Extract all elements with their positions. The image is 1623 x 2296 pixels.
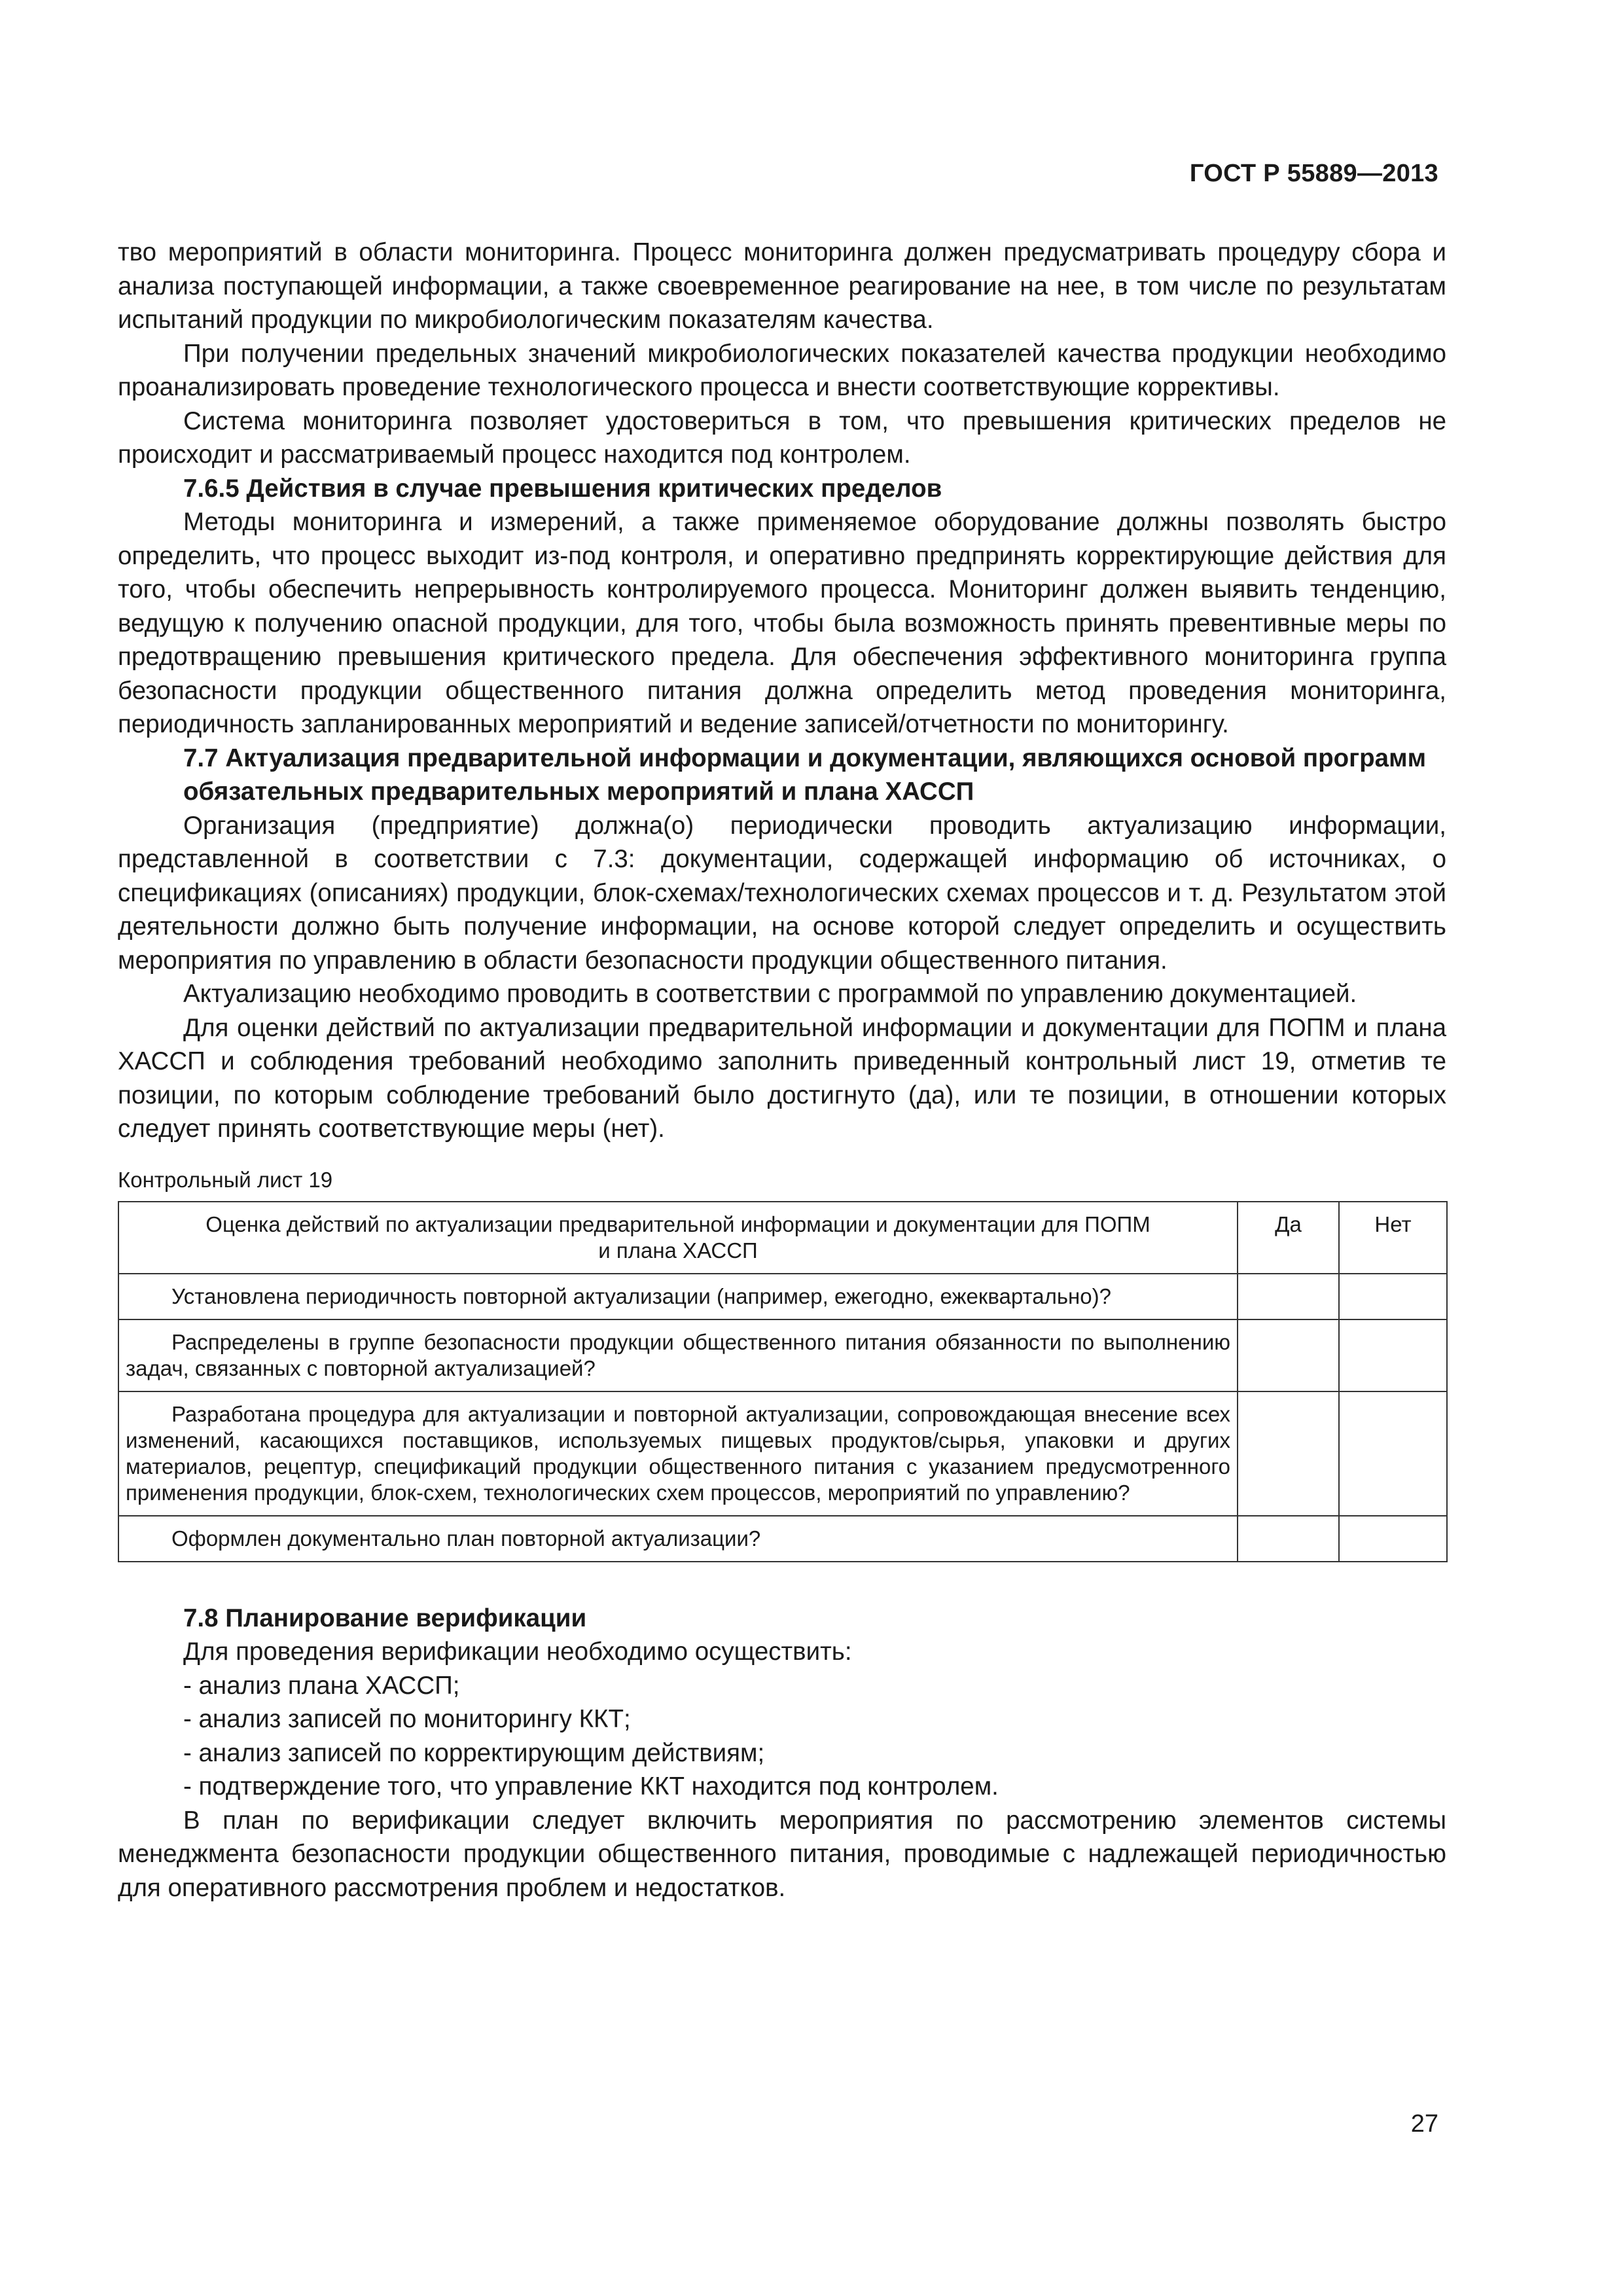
answer-no-cell[interactable]	[1339, 1319, 1447, 1391]
table-row	[118, 1319, 1447, 1391]
checklist-caption: Контрольный лист 19	[118, 1167, 333, 1192]
checklist-question: Распределены в группе безопасности продукции общественного питания обязанности по выполнению задач, связанных с повторной актуализацией?	[118, 1319, 1238, 1391]
list-intro: Для проведения верификации необходимо осуществить:	[183, 1638, 852, 1666]
answer-yes-cell[interactable]	[1238, 1274, 1339, 1319]
section-heading-7-8: 7.8 Планирование верификации	[183, 1604, 587, 1632]
answer-yes-cell[interactable]	[1238, 1319, 1339, 1391]
page-content	[118, 236, 1446, 1905]
list-item: - анализ записей по корректирующим действиям;	[183, 1738, 765, 1767]
answer-yes-cell[interactable]	[1238, 1516, 1339, 1562]
paragraph: Для оценки действий по актуализации предварительной информации и документации для ПОПМ и плана ХАССП и соблюдения требований необходимо заполнить приведенный контрольный лист 19, отметив те позиции, по которым соблюдение требований было достигнуто (да), или те позиции, в отношении которых следует принять соответствующие меры (нет).	[118, 1013, 1446, 1143]
answer-no-cell[interactable]	[1339, 1391, 1447, 1516]
checklist-question: Установлена периодичность повторной актуализации (например, ежегодно, ежеквартально)?	[118, 1274, 1238, 1319]
page-number: 27	[1410, 2110, 1438, 2138]
verification-list	[118, 1635, 1446, 1804]
paragraph: Система мониторинга позволяет удостовериться в том, что превышения критических пределов не происходит и рассматриваемый процесс находится под контролем.	[118, 406, 1446, 469]
paragraph: Методы мониторинга и измерений, а также применяемое оборудование должны позволять быстро определить, что процесс выходит из-под контроля, и оперативно предпринять корректирующие действия для того, чтобы обеспечить непрерывность контролируемого процесса. Мониторинг должен выявить тенденцию, ведущую к получению опасной продукции, для того, чтобы была возможность принять превентивные меры по предотвращению превышения критического предела. Для обеспечения эффективного мониторинга группа безопасности продукции общественного питания должна определить метод проведения мониторинга, периодичность запланированных мероприятий и ведение записей/отчетности по мониторингу.	[118, 508, 1446, 738]
checklist-question: Разработана процедура для актуализации и повторной актуализации, сопровождающая внесение всех изменений, касающихся поставщиков, используемых пищевых продуктов/сырья, упаковки и других материалов, рецептур, спецификаций продукции общественного питания с указанием предусмотренного применения продукции, блок-схем, технологических схем процессов, мероприятий по управлению?	[118, 1391, 1238, 1516]
paragraph: тво мероприятий в области мониторинга. Процесс мониторинга должен предусматривать процедуру сбора и анализа поступающей информации, а также своевременное реагирование на нее, в том числе по результатам испытаний продукции по микробиологическим показателям качества.	[118, 238, 1446, 334]
section-heading-7-6-5: 7.6.5 Действия в случае превышения критических пределов	[183, 474, 942, 503]
paragraph: Актуализацию необходимо проводить в соответствии с программой по управлению документацией.	[183, 980, 1357, 1008]
column-header-yes: Да	[1238, 1202, 1339, 1274]
column-header-question: Оценка действий по актуализации предварительной информации и документации для ПОПМ и плана ХАССП	[118, 1202, 1238, 1274]
checklist-question: Оформлен документально план повторной актуализации?	[118, 1516, 1238, 1562]
paragraph: При получении предельных значений микробиологических показателей качества продукции необходимо проанализировать проведение технологического процесса и внести соответствующие коррективы.	[118, 339, 1446, 401]
paragraph: Организация (предприятие) должна(о) периодически проводить актуализацию информации, представленной в соответствии с 7.3: документации, содержащей информацию об источниках, о спецификациях (описаниях) продукции, блок-схемах/технологических схемах процессов и т. д. Результатом этой деятельности должно быть получение информации, на основе которой следует определить и осуществить мероприятия по управлению в области безопасности продукции общественного питания.	[118, 811, 1446, 975]
answer-yes-cell[interactable]	[1238, 1391, 1339, 1516]
column-header-no: Нет	[1339, 1202, 1447, 1274]
checklist-table	[118, 1201, 1448, 1562]
document-header: ГОСТ Р 55889—2013	[1189, 160, 1438, 187]
section-heading-7-7: 7.7 Актуализация предварительной информации и документации, являющихся основой программ обязательных предварительных мероприятий и плана ХАССП	[183, 744, 1427, 806]
list-item: - подтверждение того, что управление ККТ находится под контролем.	[183, 1772, 999, 1801]
list-item: - анализ плана ХАССП;	[183, 1671, 460, 1700]
table-row	[118, 1391, 1447, 1516]
answer-no-cell[interactable]	[1339, 1274, 1447, 1319]
answer-no-cell[interactable]	[1339, 1516, 1447, 1562]
list-item: - анализ записей по мониторингу ККТ;	[183, 1705, 631, 1733]
table-header-row	[118, 1202, 1447, 1274]
paragraph: В план по верификации следует включить мероприятия по рассмотрению элементов системы менеджмента безопасности продукции общественного питания, проводимые с надлежащей периодичностью для оперативного рассмотрения проблем и недостатков.	[118, 1806, 1446, 1902]
table-row	[118, 1274, 1447, 1319]
table-row	[118, 1516, 1447, 1562]
